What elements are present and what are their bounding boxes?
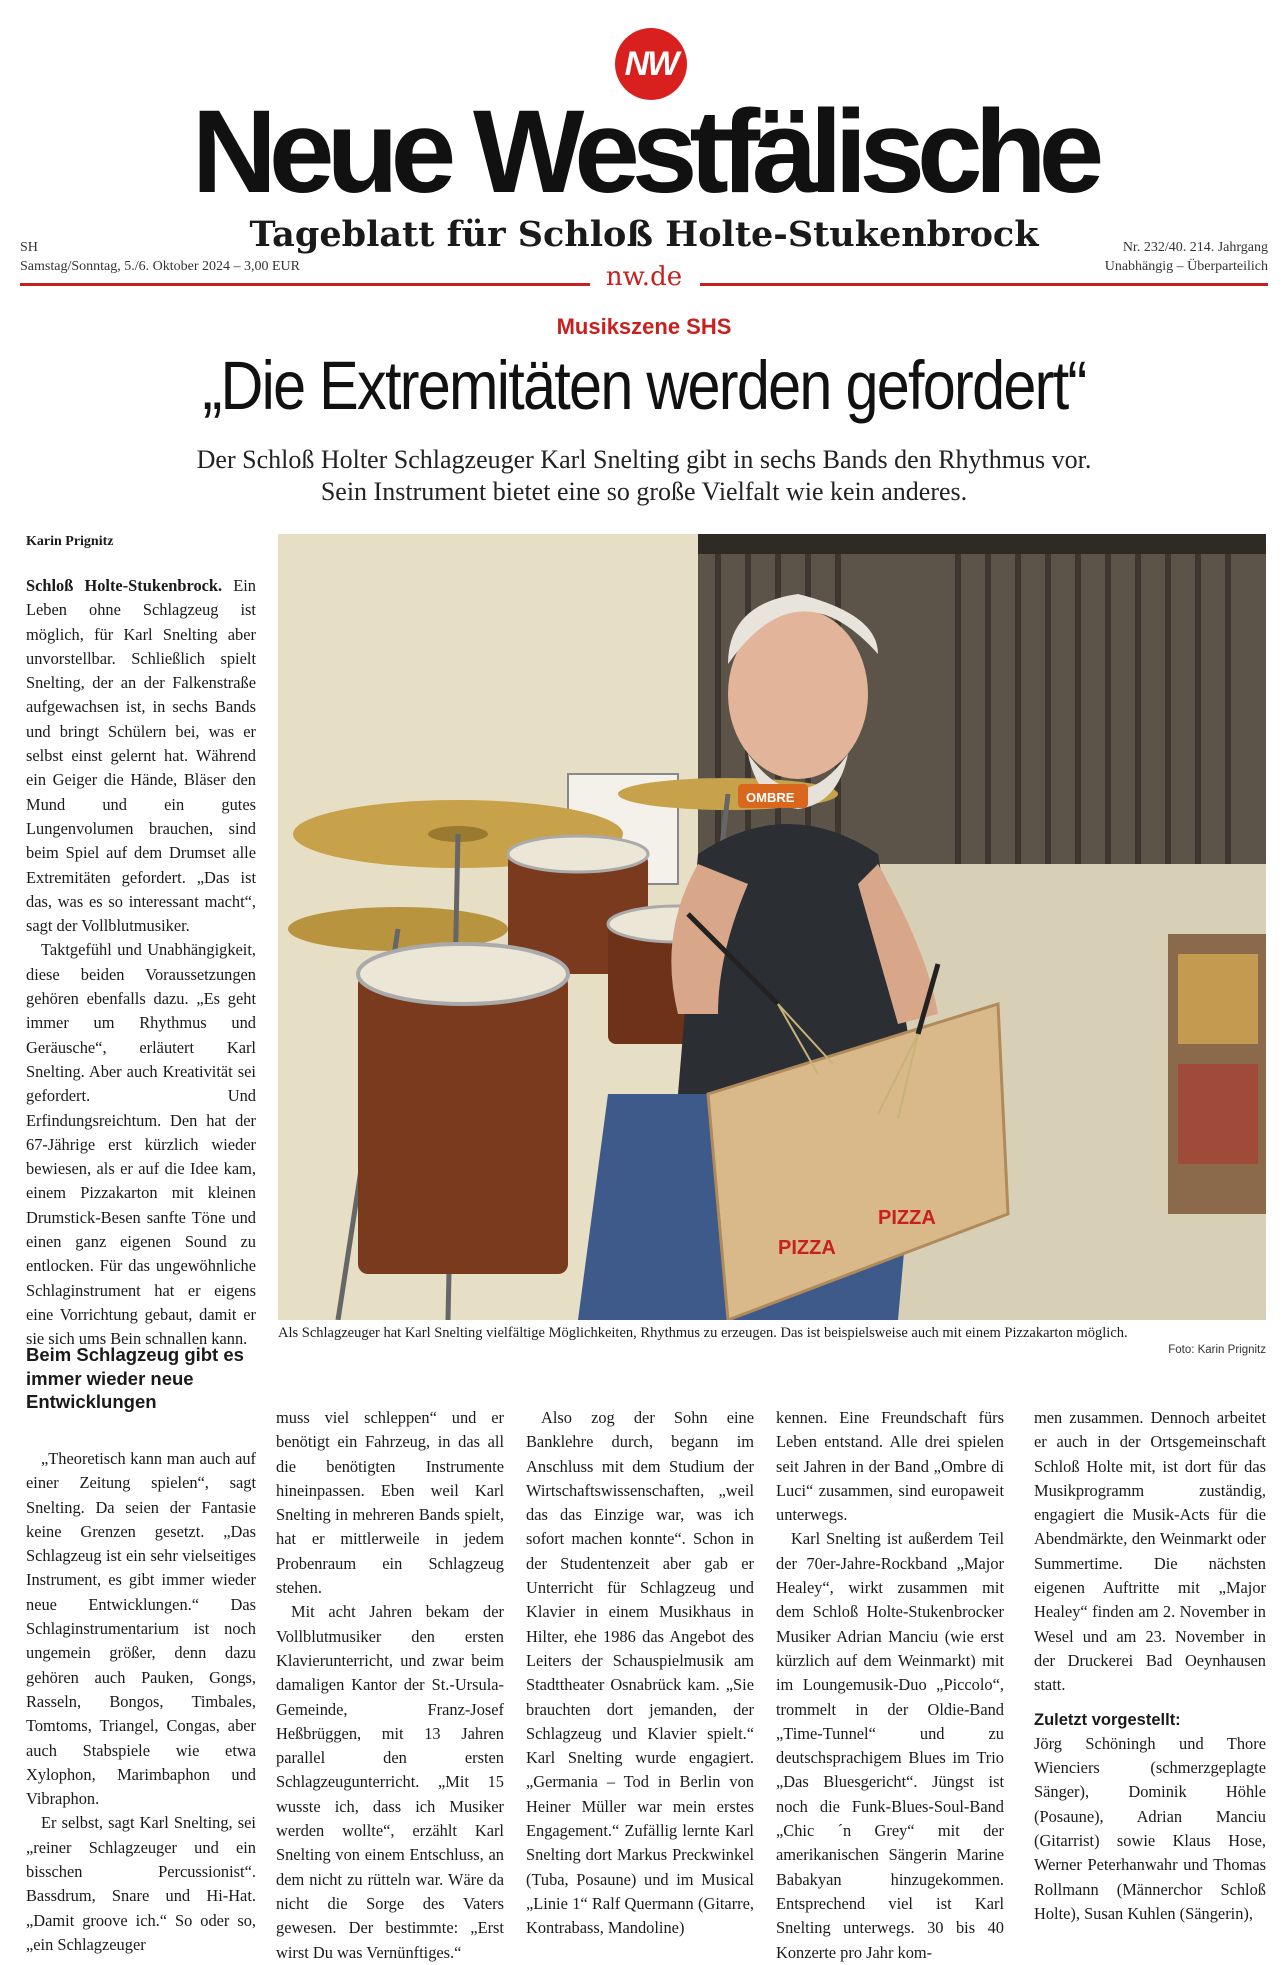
pizza-box-text: PIZZA xyxy=(878,1207,936,1229)
paragraph: muss viel schleppen“ und er benötigt ein Fahrzeug, in das all die benötigten Instrumente hineinpassen. Eben weil Karl Snelting in mehreren Bands spielt, hat er mittlerweile in jedem Probenraum ein Schlagzeug stehen. xyxy=(276,1408,504,1598)
edition-code: SH xyxy=(20,240,38,255)
photo-caption: Als Schlagzeuger hat Karl Snelting vielfältige Möglichkeiten, Rhythmus zu erzeugen. Das ist beispielsweise auch mit einem Pizzakarton möglich. xyxy=(278,1325,1128,1341)
paragraph: Ein Leben ohne Schlagzeug ist möglich, für Karl Snelting aber unvorstellbar. Schließlich spielt Snelting, der an der Falkenstraße aufgewachsen ist, in sechs Bands und bringt Schülern bei, was er selbst einst gelernt hat. Während ein Geiger die Hände, Bläser den Mund und ein gutes Lungenvolumen brauchen, sind beim Spiel auf dem Drumset alle Extremitäten gefordert. „Das ist das, was es so interessant macht“, sagt der Vollblutmusiker. xyxy=(26,576,256,936)
paragraph: Mit acht Jahren bekam der Vollblutmusiker den ersten Klavierunterricht, und zwar beim damaligen Kantor der St.-Ursula-Gemeinde, Franz-Josef Heßbrüggen, mit 13 Jahren parallel den ersten Schlagzeugunterricht. „Mit 15 wusste ich, dass ich Musiker werden wollte“, erzählt Karl Snelting von einem Entschluss, an dem nicht zu rütteln war. Wäre da nicht die Sorge des Vaters gewesen. Der bestimmte: „Erst wirst Du was Vernünftiges.“ xyxy=(276,1602,504,1962)
newspaper-title[interactable]: Neue Westfälische xyxy=(191,86,1097,218)
info-box-heading: Zuletzt vorgestellt: xyxy=(1034,1710,1181,1729)
edition-tagline: Unabhängig – Überparteilich xyxy=(1104,259,1268,274)
masthead-divider-right xyxy=(700,283,1268,286)
logo-badge: NW xyxy=(615,28,687,100)
article-photo xyxy=(278,534,1266,1320)
article-column-1-top xyxy=(26,574,256,1352)
article-subhead: Beim Schlagzeug gibt es immer wieder neue Entwicklungen xyxy=(26,1344,244,1412)
newspaper-subtitle: Tageblatt für Schloß Holte-Stukenbrock xyxy=(249,214,1039,255)
deck-line: Der Schloß Holter Schlagzeuger Karl Snelting gibt in sechs Bands den Rhythmus vor. xyxy=(196,445,1092,474)
edition-date-price: Samstag/Sonntag, 5./6. Oktober 2024 – 3,00 EUR xyxy=(20,259,300,274)
paragraph: Er selbst, sagt Karl Snelting, sei „reiner Schlagzeuger und ein bisschen Percussionist“. Bassdrum, Snare und Hi-Hat. „Damit groove ich.“ So oder so, „ein Schlagzeuger xyxy=(26,1813,256,1954)
edition-issue-number: Nr. 232/40. 214. Jahrgang xyxy=(1122,240,1268,255)
article-dateline: Schloß Holte-Stukenbrock. xyxy=(26,576,223,595)
info-box-text: Jörg Schöningh und Thore Wienciers (schmerzgeplagte Sänger), Dominik Höhle (Posaune), Adrian Manciu (Gitarrist) sowie Klaus Hose, Werner Peterhanwahr und Thomas Rollmann (Männerchor Schloß Holte), Susan Kuhlen (Sängerin), xyxy=(1034,1733,1266,1923)
paragraph: Also zog der Sohn eine Banklehre durch, begann im Anschluss mit dem Studium der Wirtschaftswissenschaften, „weil das das Einzige war, was ich sofort machen konnte“. Schon in der Studentenzeit aber gab er Unterricht für Schlagzeug und Klavier in einem Musikhaus in Hilter, ehe 1986 das Angebot des Leiters der Schauspielmusik am Stadttheater Osnabrück kam. „Sie brauchten dort jemanden, der Schlagzeug und Klavier spielt.“ Karl Snelting wurde engagiert. „Germania – Tod in Berlin von Heiner Müller war mein erstes Engagement.“ Zufällig lernte Karl Snelting dort Markus Preckwinkel (Tuba, Posaune) und im Musical „Linie 1“ Ralf Quermann (Gitarre, Kontrabass, Mandoline) xyxy=(526,1408,754,1938)
article-column-2 xyxy=(276,1406,504,1965)
article-column-3 xyxy=(526,1406,754,1941)
article-kicker: Musikszene SHS xyxy=(556,314,732,339)
website-link[interactable]: nw.de xyxy=(605,262,683,292)
paragraph: men zusammen. Dennoch arbeitet er auch in der Ortsgemeinschaft Schloß Holte mit, ist dort für das Musikprogramm zuständig, engagiert die Musik-Acts für die Abendmärkte, den Weinmarkt oder Summertime. Die nächsten eigenen Auftritte mit „Major Healey“ finden am 2. November in Wesel und am 23. November in der Druckerei Bad Oeynhausen statt. xyxy=(1034,1408,1266,1695)
article-column-4 xyxy=(776,1406,1004,1965)
article-deck xyxy=(0,444,1288,508)
article-headline: „Die Extremitäten werden gefordert“ xyxy=(202,347,1086,424)
article-column-1-bottom xyxy=(26,1447,256,1957)
paragraph: „Theoretisch kann man auch auf einer Zeitung spielen“, sagt Snelting. Da seien der Fantasie keine Grenzen gesetzt. „Das Schlagzeug ist ein sehr vielseitiges Instrument, es gibt immer wieder neue Entwicklungen.“ Das Schlaginstrumentarium ist noch ungemein größer, denn dazu gehören auch Pauken, Gongs, Rasseln, Bongos, Timbales, Tomtoms, Triangel, Congas, aber auch Stabspiele wie etwa Xylophon, Marimbaphon und Vibraphon. xyxy=(26,1449,256,1809)
shirt-logo-text: OMBRE xyxy=(746,790,795,805)
paragraph: Taktgefühl und Unabhängigkeit, diese beiden Voraussetzungen gehören ebenfalls dazu. „Es geht immer um Rhythmus und Geräusche“, erläutert Karl Snelting. Aber auch Kreativität sei gefordert. Und Erfindungsreichtum. Den hat der 67-Jährige erst kürzlich wieder bewiesen, als er auf die Idee kam, einem Pizzakarton mit kleinen Drumstick-Besen sanfte Töne und einen ganz eigenen Sound zu entlocken. Für das ungewöhnliche Schlaginstrument hat er eigens eine Vorrichtung gebaut, damit er sie sich ums Bein schnallen kann. xyxy=(26,940,256,1349)
deck-line: Sein Instrument bietet eine so große Vielfalt wie kein anderes. xyxy=(320,477,968,506)
drummer-photo-illustration xyxy=(278,534,1266,1320)
photo-credit: Foto: Karin Prignitz xyxy=(1168,1344,1266,1356)
article-column-5 xyxy=(1034,1406,1266,1926)
paragraph: kennen. Eine Freundschaft fürs Leben entstand. Alle drei spielen seit Jahren in der Band „Ombre di Luci“ zusammen, sind europaweit unterwegs. xyxy=(776,1408,1004,1525)
paragraph: Karl Snelting ist außerdem Teil der 70er-Jahre-Rockband „Major Healey“, wirkt zusammen mit dem Schloß Holte-Stukenbrocker Musiker Adrian Manciu (wie erst kürzlich auf dem Weinmarkt) mit im Loungemusik-Duo „Piccolo“, trommelt in der Oldie-Band „Time-Tunnel“ und zu deutschsprachigem Blues im Trio „Das Bluesgericht“. Jüngst ist noch die Funk-Blues-Soul-Band „Chic ´n Grey“ mit der amerikanischen Sängerin Marine Babakyan hinzugekommen. Entsprechend viel ist Karl Snelting unterwegs. 30 bis 40 Konzerte pro Jahr kom- xyxy=(776,1529,1004,1962)
pizza-box-text: PIZZA xyxy=(778,1237,836,1259)
article-byline: Karin Prignitz xyxy=(26,534,114,549)
